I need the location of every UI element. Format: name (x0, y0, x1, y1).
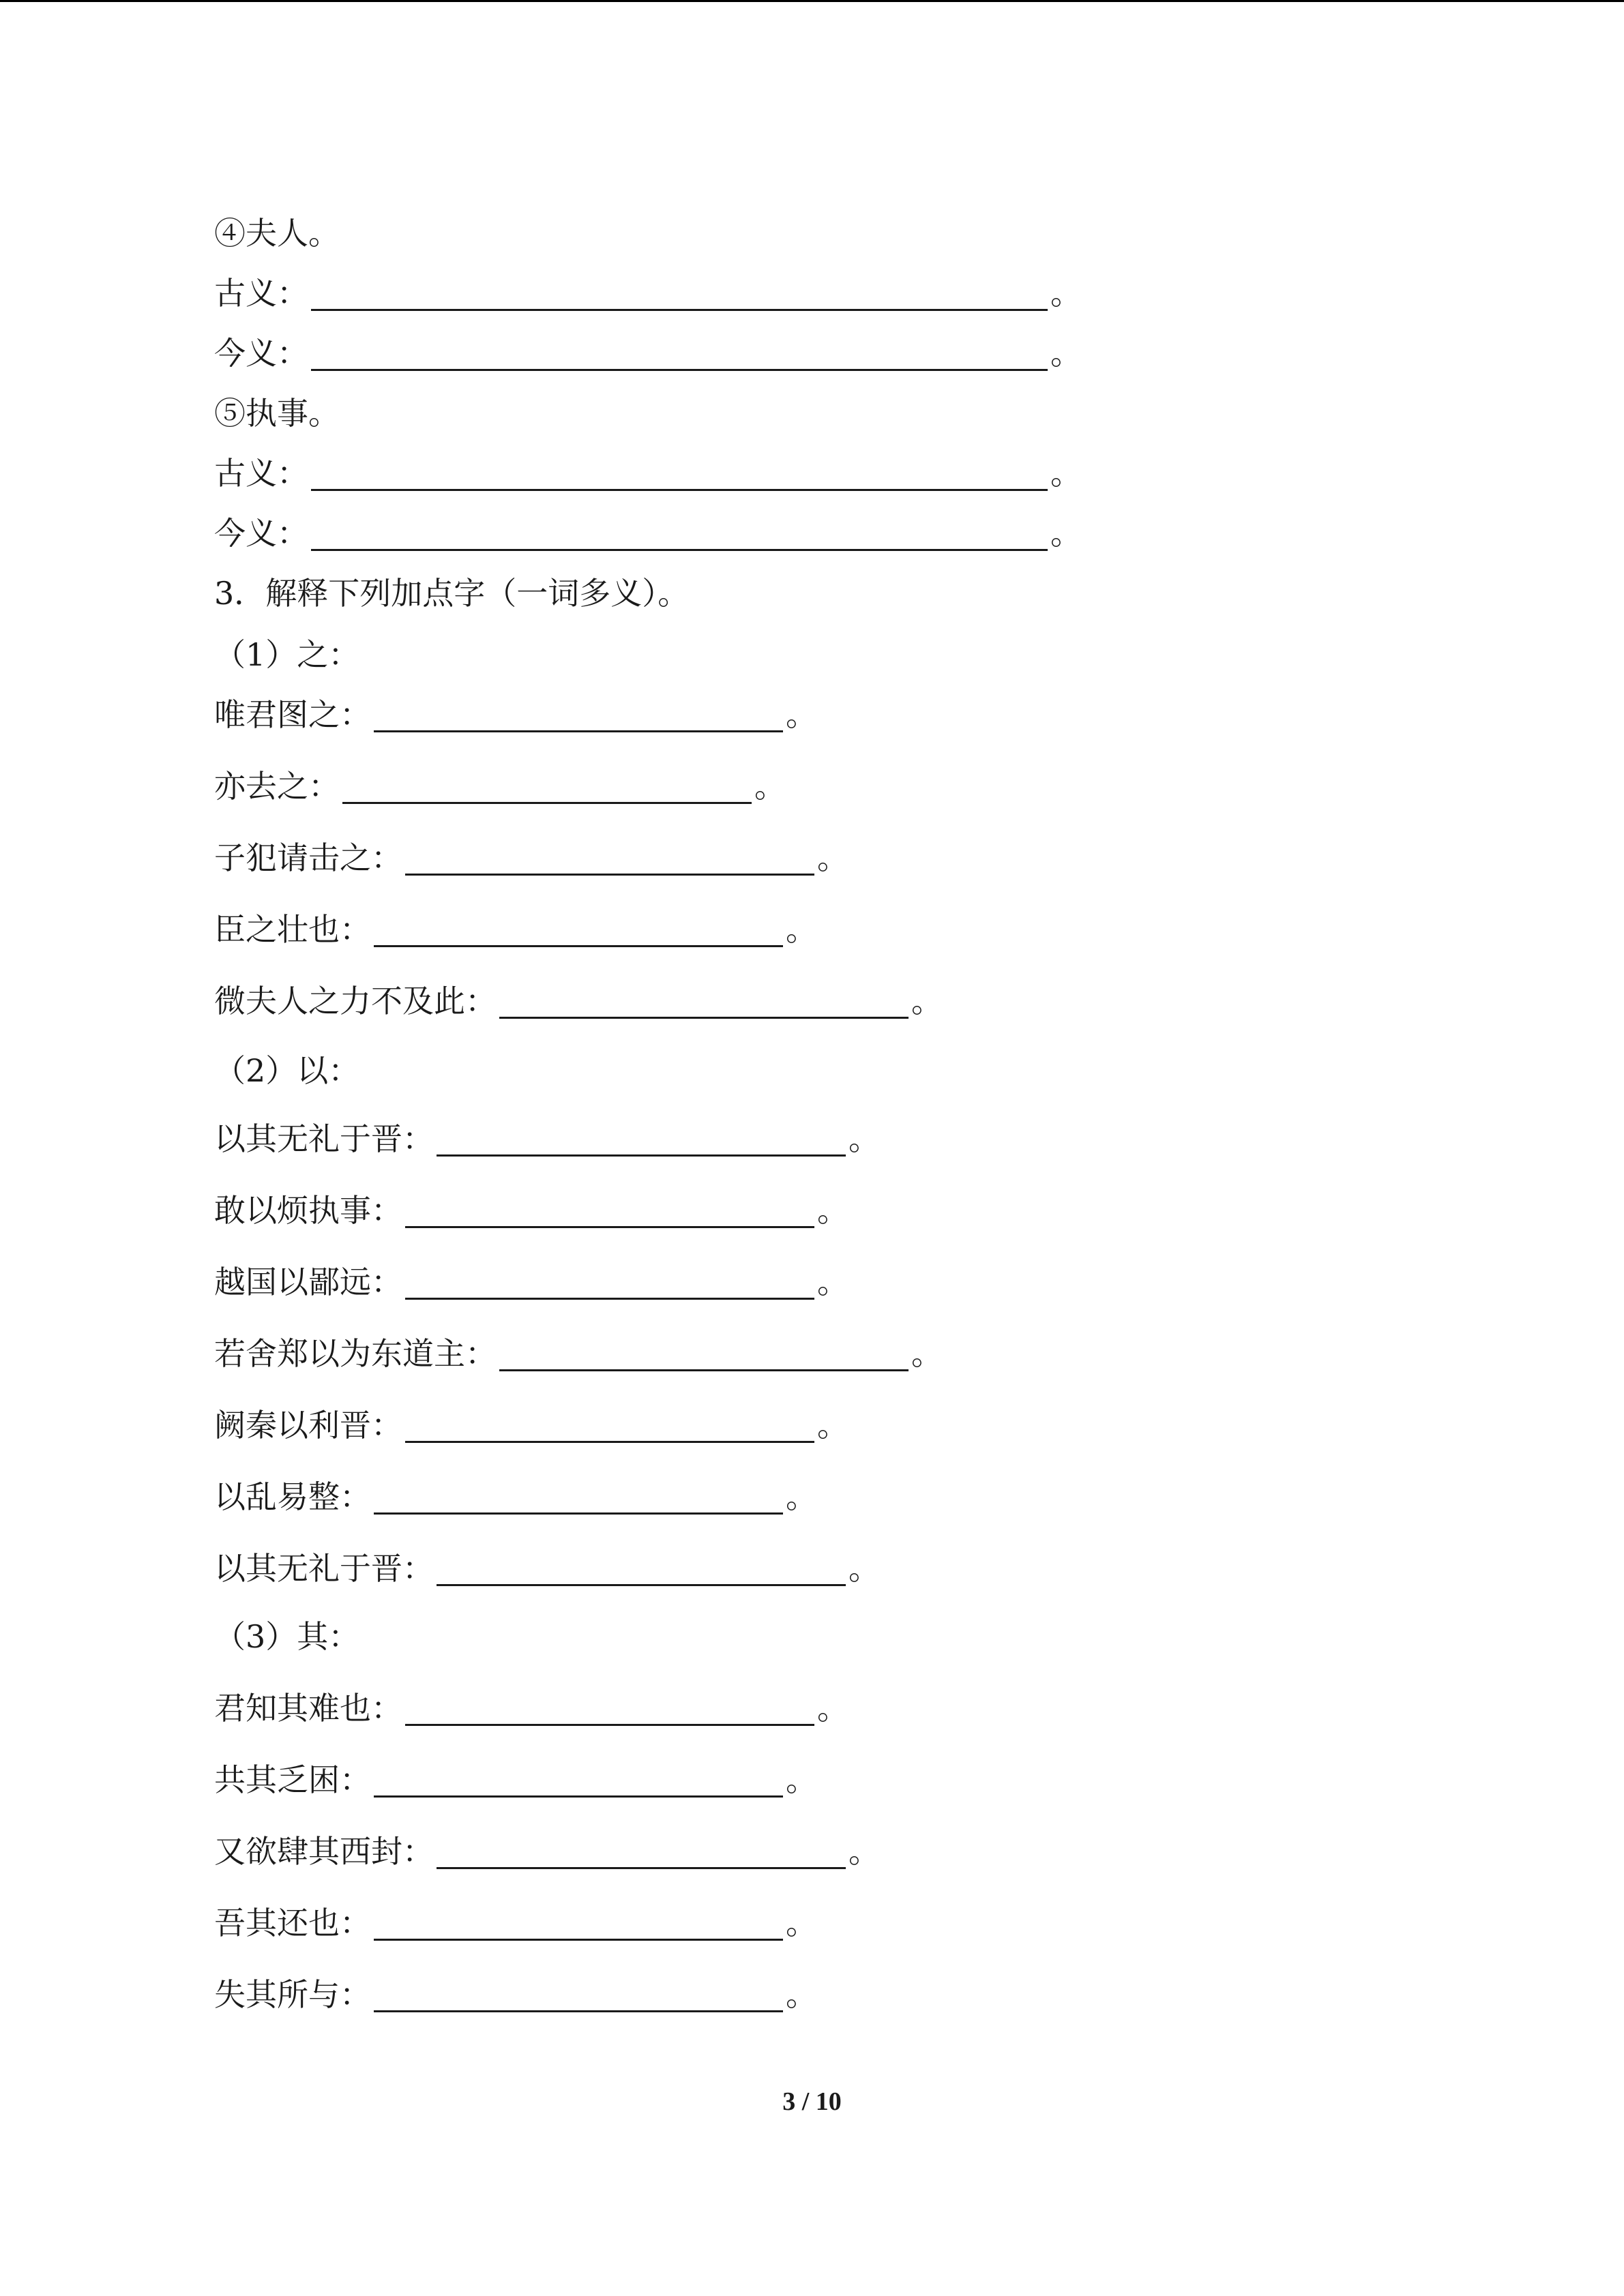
phrase-label: 共其乏困： (214, 1761, 371, 1798)
group-3-row (214, 1974, 817, 2015)
phrase-label: 微夫人之力不及此： (214, 983, 497, 1019)
group-2-text: （2）以： (214, 1052, 360, 1089)
group-3-row (214, 1759, 817, 1800)
answer-blank[interactable] (405, 1268, 814, 1300)
answer-blank[interactable] (437, 1124, 846, 1157)
end-mark: 。 (786, 911, 817, 948)
answer-blank[interactable] (374, 915, 783, 947)
ancient-meaning-label: 古义： (214, 455, 308, 492)
answer-blank[interactable] (405, 844, 814, 876)
answer-blank[interactable] (437, 1837, 846, 1869)
group-1-row (214, 766, 786, 807)
group-2-row (214, 1405, 848, 1446)
item-4-heading (214, 213, 340, 254)
phrase-label: 臣之壮也： (214, 911, 371, 948)
end-mark: 。 (911, 1335, 943, 1372)
answer-blank[interactable] (374, 1765, 783, 1798)
phrase-label: 若舍郑以为东道主： (214, 1335, 497, 1372)
group-3-row (214, 1831, 880, 1872)
phrase-label: 唯君图之： (214, 696, 371, 733)
group-2-row (214, 1333, 943, 1374)
end-mark: 。 (786, 1761, 817, 1798)
phrase-label: 以其无礼于晋： (214, 1550, 434, 1587)
answer-blank[interactable] (405, 1411, 814, 1443)
end-mark: 。 (1050, 275, 1082, 312)
phrase-label: 子犯请击之： (214, 839, 402, 876)
item-5-modern-meaning-row (214, 513, 1082, 554)
end-mark: 。 (848, 1550, 880, 1587)
modern-meaning-label: 今义： (214, 515, 308, 552)
phrase-label: 失其所与： (214, 1976, 371, 2013)
group-1-row (214, 837, 848, 878)
end-mark: 。 (786, 1976, 817, 2013)
answer-blank[interactable] (374, 700, 783, 732)
answer-blank[interactable] (437, 1554, 846, 1586)
group-1-title (214, 634, 359, 675)
group-1-text: （1）之： (214, 636, 360, 673)
answer-blank[interactable] (374, 1909, 783, 1941)
answer-blank[interactable] (311, 459, 1048, 491)
answer-blank[interactable] (374, 1482, 783, 1515)
phrase-label: 阙秦以利晋： (214, 1407, 402, 1444)
answer-blank[interactable] (311, 519, 1048, 551)
page-number: 3 / 10 (782, 2087, 842, 2116)
phrase-label: 君知其难也： (214, 1690, 402, 1727)
question-3-text: 3．解释下列加点字（一词多义）。 (214, 575, 690, 612)
group-3-row (214, 1903, 817, 1943)
group-1-row (214, 694, 817, 735)
item-5-text: ⑤执事。 (214, 395, 340, 432)
group-2-row (214, 1262, 848, 1302)
group-2-title (214, 1050, 359, 1091)
answer-blank[interactable] (342, 772, 752, 804)
item-4-ancient-meaning-row (214, 273, 1082, 314)
group-3-row (214, 1688, 848, 1729)
answer-blank[interactable] (405, 1694, 814, 1726)
phrase-label: 越国以鄙远： (214, 1264, 402, 1300)
ancient-meaning-label: 古义： (214, 275, 308, 312)
end-mark: 。 (817, 1192, 848, 1229)
item-5-ancient-meaning-row (214, 453, 1082, 494)
item-4-modern-meaning-row (214, 333, 1082, 374)
answer-blank[interactable] (374, 1980, 783, 2012)
group-3-text: （3）其： (214, 1618, 360, 1655)
end-mark: 。 (786, 696, 817, 733)
end-mark: 。 (848, 1120, 880, 1157)
group-2-row (214, 1190, 848, 1231)
end-mark: 。 (817, 839, 848, 876)
end-mark: 。 (786, 1478, 817, 1515)
answer-blank[interactable] (499, 1339, 909, 1371)
phrase-label: 亦去之： (214, 768, 340, 805)
group-2-row (214, 1548, 880, 1589)
answer-blank[interactable] (311, 339, 1048, 371)
end-mark: 。 (754, 768, 786, 805)
answer-blank[interactable] (311, 279, 1048, 311)
item-4-text: ④夫人。 (214, 215, 340, 252)
end-mark: 。 (817, 1264, 848, 1300)
group-2-row (214, 1118, 880, 1159)
phrase-label: 以其无礼于晋： (214, 1120, 434, 1157)
answer-blank[interactable] (405, 1196, 814, 1228)
question-3-title (214, 573, 689, 614)
end-mark: 。 (1050, 515, 1082, 552)
end-mark: 。 (817, 1407, 848, 1444)
group-3-title (214, 1616, 359, 1657)
group-2-row (214, 1476, 817, 1517)
group-1-row (214, 909, 817, 950)
end-mark: 。 (786, 1905, 817, 1941)
answer-blank[interactable] (499, 987, 909, 1019)
end-mark: 。 (817, 1690, 848, 1727)
end-mark: 。 (848, 1833, 880, 1870)
end-mark: 。 (1050, 335, 1082, 372)
phrase-label: 吾其还也： (214, 1905, 371, 1941)
group-1-row (214, 981, 943, 1022)
item-5-heading (214, 393, 340, 434)
modern-meaning-label: 今义： (214, 335, 308, 372)
phrase-label: 敢以烦执事： (214, 1192, 402, 1229)
phrase-label: 又欲肆其西封： (214, 1833, 434, 1870)
end-mark: 。 (911, 983, 943, 1019)
phrase-label: 以乱易整： (214, 1478, 371, 1515)
end-mark: 。 (1050, 455, 1082, 492)
